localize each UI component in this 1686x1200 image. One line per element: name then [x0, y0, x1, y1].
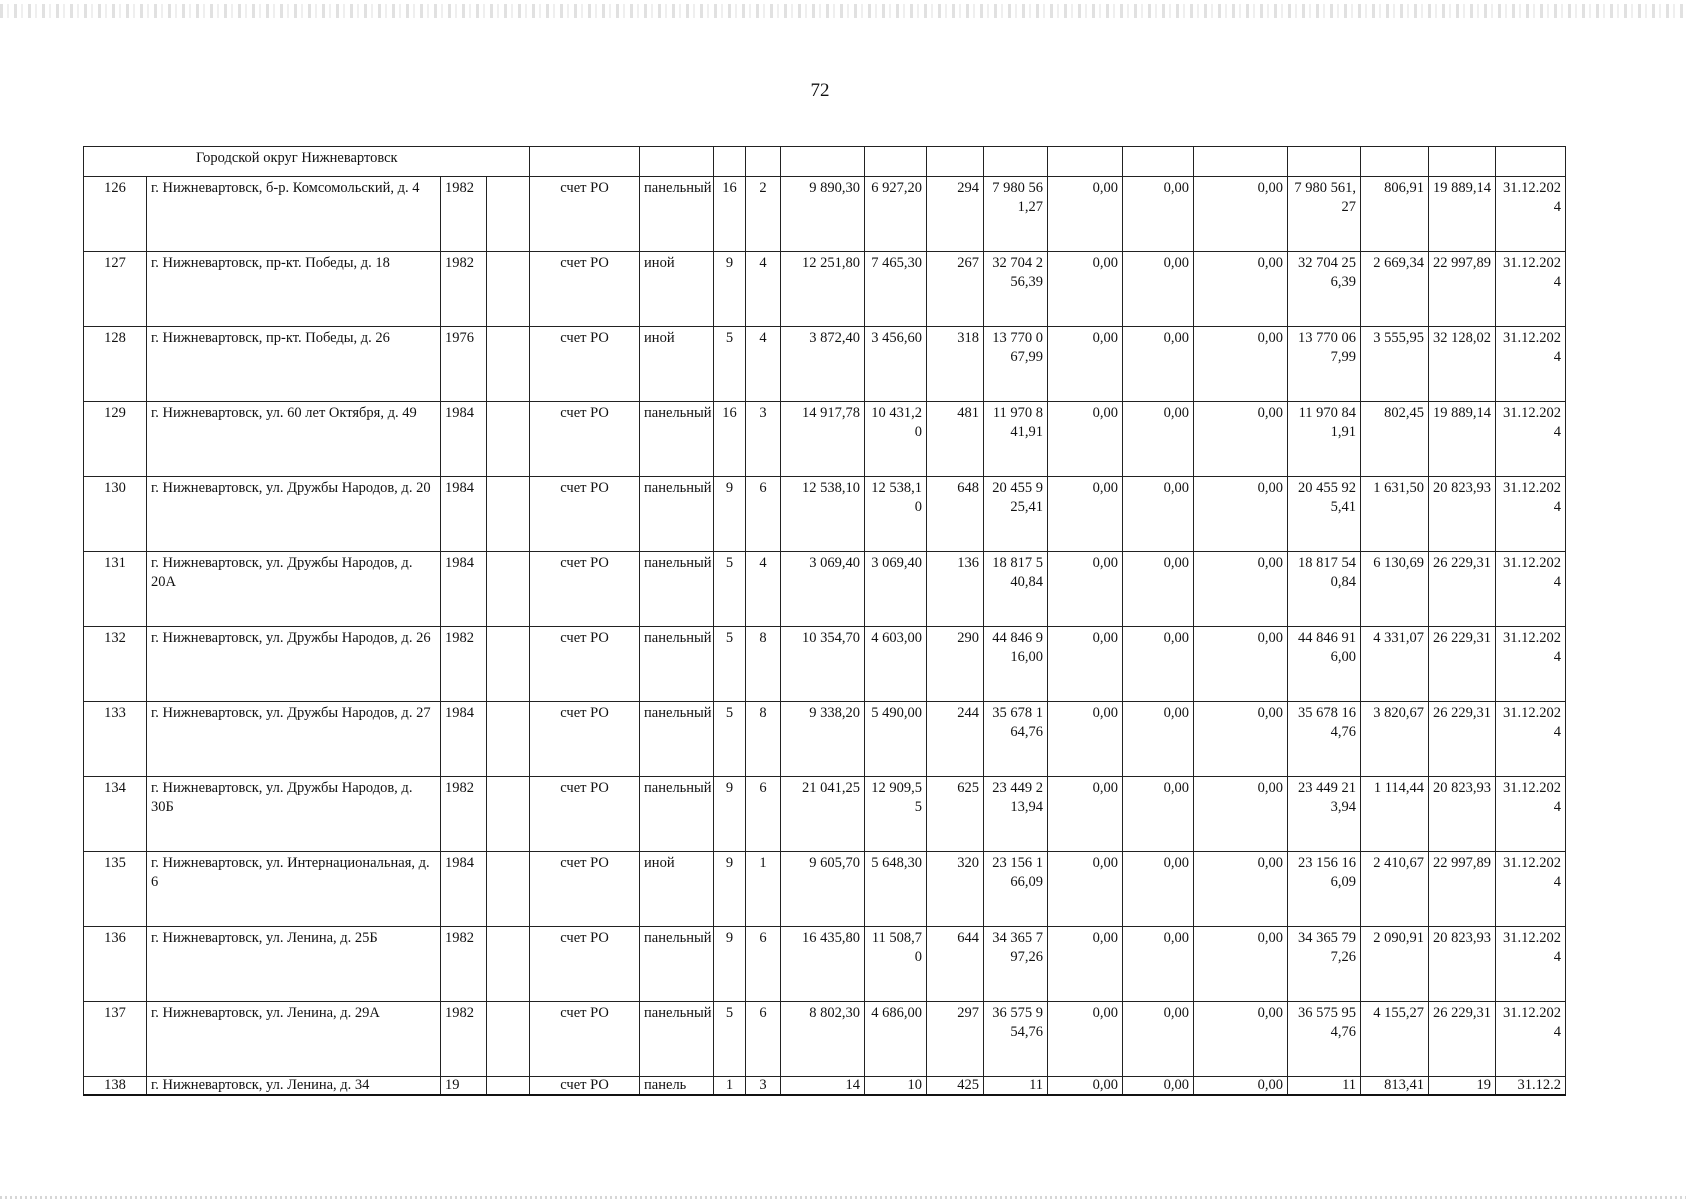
- cost-total-cell: 18 817 540,84: [984, 552, 1048, 627]
- account-cell: счет РО: [530, 477, 640, 552]
- account-cell: счет РО: [530, 927, 640, 1002]
- address-cell: г. Нижневартовск, ул. Ленина, д. 34: [147, 1077, 441, 1095]
- deadline-cell: 31.12.2024: [1496, 777, 1566, 852]
- table-row: [84, 777, 1566, 852]
- deadline-cell: 31.12.2024: [1496, 402, 1566, 477]
- fund-1-cell: 0,00: [1048, 1002, 1123, 1077]
- table-row: [84, 852, 1566, 927]
- empty-cell: [487, 252, 530, 327]
- account-cell: счет РО: [530, 1002, 640, 1077]
- scan-edge-bottom: [0, 1196, 1686, 1199]
- empty-cell: [487, 852, 530, 927]
- area-living-cell: 6 927,20: [865, 177, 927, 252]
- residents-cell: 648: [927, 477, 984, 552]
- max-cost-cell: 19 889,14: [1429, 177, 1496, 252]
- fund-4-cell: 34 365 797,26: [1288, 927, 1361, 1002]
- header-cell: [1048, 147, 1123, 177]
- header-cell: [927, 147, 984, 177]
- address-cell: г. Нижневартовск, ул. Дружбы Народов, д. 27: [147, 702, 441, 777]
- entrances-cell: 3: [746, 1077, 781, 1095]
- fund-1-cell: 0,00: [1048, 252, 1123, 327]
- fund-3-cell: 0,00: [1194, 402, 1288, 477]
- floors-cell: 9: [714, 852, 746, 927]
- table-row: [84, 477, 1566, 552]
- max-cost-cell: 22 997,89: [1429, 852, 1496, 927]
- fund-4-cell: 32 704 256,39: [1288, 252, 1361, 327]
- address-cell: г. Нижневартовск, ул. Дружбы Народов, д. 26: [147, 627, 441, 702]
- fund-4-cell: 23 156 166,09: [1288, 852, 1361, 927]
- table-row: [84, 177, 1566, 252]
- fund-4-cell: 11: [1288, 1077, 1361, 1095]
- account-cell: счет РО: [530, 402, 640, 477]
- wall-material-cell: иной: [640, 852, 714, 927]
- fund-2-cell: 0,00: [1123, 777, 1194, 852]
- fund-1-cell: 0,00: [1048, 402, 1123, 477]
- entrances-cell: 4: [746, 252, 781, 327]
- area-living-cell: 12 538,10: [865, 477, 927, 552]
- fund-3-cell: 0,00: [1194, 852, 1288, 927]
- area-living-cell: 11 508,70: [865, 927, 927, 1002]
- residents-cell: 320: [927, 852, 984, 927]
- floors-cell: 5: [714, 1002, 746, 1077]
- fund-3-cell: 0,00: [1194, 1077, 1288, 1095]
- residents-cell: 481: [927, 402, 984, 477]
- cost-per-sqm-cell: 3 820,67: [1361, 702, 1429, 777]
- entrances-cell: 8: [746, 627, 781, 702]
- residents-cell: 297: [927, 1002, 984, 1077]
- residents-cell: 267: [927, 252, 984, 327]
- fund-1-cell: 0,00: [1048, 327, 1123, 402]
- fund-4-cell: 11 970 841,91: [1288, 402, 1361, 477]
- fund-3-cell: 0,00: [1194, 777, 1288, 852]
- cost-total-cell: 20 455 925,41: [984, 477, 1048, 552]
- floors-cell: 1: [714, 1077, 746, 1095]
- year-cell: 1982: [441, 1002, 487, 1077]
- max-cost-cell: 20 823,93: [1429, 927, 1496, 1002]
- floors-cell: 16: [714, 402, 746, 477]
- empty-cell: [487, 177, 530, 252]
- entrances-cell: 6: [746, 777, 781, 852]
- row-number: 135: [84, 852, 147, 927]
- area-total-cell: 9 338,20: [781, 702, 865, 777]
- fund-4-cell: 23 449 213,94: [1288, 777, 1361, 852]
- table-row-partial: [84, 1077, 1566, 1095]
- table-row: [84, 552, 1566, 627]
- fund-2-cell: 0,00: [1123, 327, 1194, 402]
- max-cost-cell: 20 823,93: [1429, 477, 1496, 552]
- account-cell: счет РО: [530, 1077, 640, 1095]
- area-total-cell: 12 538,10: [781, 477, 865, 552]
- fund-4-cell: 7 980 561,27: [1288, 177, 1361, 252]
- area-total-cell: 8 802,30: [781, 1002, 865, 1077]
- entrances-cell: 2: [746, 177, 781, 252]
- max-cost-cell: 19: [1429, 1077, 1496, 1095]
- fund-1-cell: 0,00: [1048, 927, 1123, 1002]
- floors-cell: 16: [714, 177, 746, 252]
- fund-1-cell: 0,00: [1048, 777, 1123, 852]
- fund-3-cell: 0,00: [1194, 627, 1288, 702]
- fund-3-cell: 0,00: [1194, 927, 1288, 1002]
- header-cell: [781, 147, 865, 177]
- cost-total-cell: 35 678 164,76: [984, 702, 1048, 777]
- area-total-cell: 14 917,78: [781, 402, 865, 477]
- residents-cell: 244: [927, 702, 984, 777]
- cost-per-sqm-cell: 2 410,67: [1361, 852, 1429, 927]
- residents-cell: 625: [927, 777, 984, 852]
- entrances-cell: 3: [746, 402, 781, 477]
- wall-material-cell: иной: [640, 252, 714, 327]
- fund-4-cell: 13 770 067,99: [1288, 327, 1361, 402]
- year-cell: 1984: [441, 852, 487, 927]
- wall-material-cell: панельный: [640, 552, 714, 627]
- deadline-cell: 31.12.2024: [1496, 852, 1566, 927]
- empty-cell: [487, 927, 530, 1002]
- table-row: [84, 927, 1566, 1002]
- max-cost-cell: 22 997,89: [1429, 252, 1496, 327]
- address-cell: г. Нижневартовск, пр-кт. Победы, д. 18: [147, 252, 441, 327]
- fund-3-cell: 0,00: [1194, 1002, 1288, 1077]
- cost-total-cell: 11 970 841,91: [984, 402, 1048, 477]
- area-living-cell: 4 686,00: [865, 1002, 927, 1077]
- fund-4-cell: 36 575 954,76: [1288, 1002, 1361, 1077]
- deadline-cell: 31.12.2024: [1496, 1002, 1566, 1077]
- row-number: 126: [84, 177, 147, 252]
- area-living-cell: 12 909,55: [865, 777, 927, 852]
- account-cell: счет РО: [530, 552, 640, 627]
- deadline-cell: 31.12.2024: [1496, 177, 1566, 252]
- row-number: 127: [84, 252, 147, 327]
- cost-per-sqm-cell: 2 669,34: [1361, 252, 1429, 327]
- header-cell: [530, 147, 640, 177]
- max-cost-cell: 19 889,14: [1429, 402, 1496, 477]
- header-cell: [1288, 147, 1361, 177]
- fund-1-cell: 0,00: [1048, 702, 1123, 777]
- address-cell: г. Нижневартовск, ул. 60 лет Октября, д. 49: [147, 402, 441, 477]
- account-cell: счет РО: [530, 627, 640, 702]
- table-row: [84, 627, 1566, 702]
- area-total-cell: 21 041,25: [781, 777, 865, 852]
- fund-4-cell: 35 678 164,76: [1288, 702, 1361, 777]
- cost-total-cell: 13 770 067,99: [984, 327, 1048, 402]
- wall-material-cell: панельный: [640, 702, 714, 777]
- row-number: 134: [84, 777, 147, 852]
- year-cell: 1982: [441, 252, 487, 327]
- table-row: [84, 402, 1566, 477]
- address-cell: г. Нижневартовск, ул. Дружбы Народов, д. 30Б: [147, 777, 441, 852]
- max-cost-cell: 32 128,02: [1429, 327, 1496, 402]
- area-living-cell: 3 069,40: [865, 552, 927, 627]
- area-total-cell: 12 251,80: [781, 252, 865, 327]
- area-living-cell: 7 465,30: [865, 252, 927, 327]
- fund-2-cell: 0,00: [1123, 627, 1194, 702]
- fund-2-cell: 0,00: [1123, 402, 1194, 477]
- entrances-cell: 4: [746, 552, 781, 627]
- cost-total-cell: 23 156 166,09: [984, 852, 1048, 927]
- cost-per-sqm-cell: 4 155,27: [1361, 1002, 1429, 1077]
- table-body: [84, 147, 1566, 1095]
- year-cell: 19: [441, 1077, 487, 1095]
- account-cell: счет РО: [530, 327, 640, 402]
- fund-2-cell: 0,00: [1123, 1002, 1194, 1077]
- entrances-cell: 6: [746, 927, 781, 1002]
- page-number: 72: [810, 80, 830, 101]
- area-living-cell: 10: [865, 1077, 927, 1095]
- address-cell: г. Нижневартовск, пр-кт. Победы, д. 26: [147, 327, 441, 402]
- section-title: Городской округ Нижневартовск: [84, 147, 530, 177]
- empty-cell: [487, 777, 530, 852]
- fund-1-cell: 0,00: [1048, 552, 1123, 627]
- account-cell: счет РО: [530, 777, 640, 852]
- fund-3-cell: 0,00: [1194, 477, 1288, 552]
- row-number: 138: [84, 1077, 147, 1095]
- fund-3-cell: 0,00: [1194, 552, 1288, 627]
- header-cell: [640, 147, 714, 177]
- area-total-cell: 10 354,70: [781, 627, 865, 702]
- fund-3-cell: 0,00: [1194, 177, 1288, 252]
- header-cell: [1429, 147, 1496, 177]
- wall-material-cell: панельный: [640, 777, 714, 852]
- empty-cell: [487, 1077, 530, 1095]
- header-cell: [1361, 147, 1429, 177]
- fund-3-cell: 0,00: [1194, 702, 1288, 777]
- area-total-cell: 16 435,80: [781, 927, 865, 1002]
- address-cell: г. Нижневартовск, ул. Ленина, д. 29А: [147, 1002, 441, 1077]
- header-cell: [1123, 147, 1194, 177]
- fund-4-cell: 18 817 540,84: [1288, 552, 1361, 627]
- address-cell: г. Нижневартовск, б-р. Комсомольский, д. 4: [147, 177, 441, 252]
- residents-cell: 425: [927, 1077, 984, 1095]
- cost-per-sqm-cell: 1 631,50: [1361, 477, 1429, 552]
- fund-1-cell: 0,00: [1048, 177, 1123, 252]
- row-number: 129: [84, 402, 147, 477]
- header-cell: [746, 147, 781, 177]
- floors-cell: 5: [714, 327, 746, 402]
- cost-per-sqm-cell: 4 331,07: [1361, 627, 1429, 702]
- year-cell: 1984: [441, 477, 487, 552]
- cost-total-cell: 23 449 213,94: [984, 777, 1048, 852]
- fund-1-cell: 0,00: [1048, 1077, 1123, 1095]
- floors-cell: 5: [714, 627, 746, 702]
- fund-2-cell: 0,00: [1123, 177, 1194, 252]
- empty-cell: [487, 327, 530, 402]
- fund-3-cell: 0,00: [1194, 252, 1288, 327]
- scan-edge-top: [0, 4, 1686, 18]
- empty-cell: [487, 702, 530, 777]
- floors-cell: 9: [714, 252, 746, 327]
- account-cell: счет РО: [530, 252, 640, 327]
- table-row: [84, 702, 1566, 777]
- entrances-cell: 6: [746, 1002, 781, 1077]
- area-total-cell: 3 069,40: [781, 552, 865, 627]
- cost-per-sqm-cell: 2 090,91: [1361, 927, 1429, 1002]
- wall-material-cell: панель: [640, 1077, 714, 1095]
- deadline-cell: 31.12.2024: [1496, 477, 1566, 552]
- cost-per-sqm-cell: 3 555,95: [1361, 327, 1429, 402]
- account-cell: счет РО: [530, 177, 640, 252]
- area-living-cell: 5 648,30: [865, 852, 927, 927]
- area-total-cell: 9 890,30: [781, 177, 865, 252]
- fund-4-cell: 20 455 925,41: [1288, 477, 1361, 552]
- deadline-cell: 31.12.2024: [1496, 552, 1566, 627]
- address-cell: г. Нижневартовск, ул. Дружбы Народов, д. 20: [147, 477, 441, 552]
- header-cell: [714, 147, 746, 177]
- deadline-cell: 31.12.2: [1496, 1077, 1566, 1095]
- floors-cell: 9: [714, 927, 746, 1002]
- empty-cell: [487, 402, 530, 477]
- wall-material-cell: панельный: [640, 177, 714, 252]
- year-cell: 1982: [441, 777, 487, 852]
- area-total-cell: 9 605,70: [781, 852, 865, 927]
- area-living-cell: 5 490,00: [865, 702, 927, 777]
- wall-material-cell: иной: [640, 327, 714, 402]
- deadline-cell: 31.12.2024: [1496, 252, 1566, 327]
- empty-cell: [487, 477, 530, 552]
- entrances-cell: 4: [746, 327, 781, 402]
- deadline-cell: 31.12.2024: [1496, 927, 1566, 1002]
- year-cell: 1984: [441, 402, 487, 477]
- fund-2-cell: 0,00: [1123, 702, 1194, 777]
- fund-2-cell: 0,00: [1123, 477, 1194, 552]
- wall-material-cell: панельный: [640, 627, 714, 702]
- area-living-cell: 3 456,60: [865, 327, 927, 402]
- fund-1-cell: 0,00: [1048, 477, 1123, 552]
- address-cell: г. Нижневартовск, ул. Ленина, д. 25Б: [147, 927, 441, 1002]
- cost-per-sqm-cell: 1 114,44: [1361, 777, 1429, 852]
- area-total-cell: 14: [781, 1077, 865, 1095]
- fund-4-cell: 44 846 916,00: [1288, 627, 1361, 702]
- fund-2-cell: 0,00: [1123, 1077, 1194, 1095]
- row-number: 130: [84, 477, 147, 552]
- table-row: [84, 1002, 1566, 1077]
- empty-cell: [487, 1002, 530, 1077]
- wall-material-cell: панельный: [640, 477, 714, 552]
- fund-1-cell: 0,00: [1048, 852, 1123, 927]
- max-cost-cell: 26 229,31: [1429, 627, 1496, 702]
- cost-total-cell: 34 365 797,26: [984, 927, 1048, 1002]
- row-number: 131: [84, 552, 147, 627]
- residents-cell: 290: [927, 627, 984, 702]
- cost-total-cell: 32 704 256,39: [984, 252, 1048, 327]
- year-cell: 1984: [441, 552, 487, 627]
- year-cell: 1984: [441, 702, 487, 777]
- cost-total-cell: 11: [984, 1077, 1048, 1095]
- header-cell: [984, 147, 1048, 177]
- empty-cell: [487, 552, 530, 627]
- address-cell: г. Нижневартовск, ул. Интернациональная, д. 6: [147, 852, 441, 927]
- max-cost-cell: 26 229,31: [1429, 552, 1496, 627]
- fund-2-cell: 0,00: [1123, 927, 1194, 1002]
- cost-per-sqm-cell: 806,91: [1361, 177, 1429, 252]
- fund-2-cell: 0,00: [1123, 852, 1194, 927]
- fund-2-cell: 0,00: [1123, 252, 1194, 327]
- cost-per-sqm-cell: 802,45: [1361, 402, 1429, 477]
- row-number: 132: [84, 627, 147, 702]
- cost-per-sqm-cell: 6 130,69: [1361, 552, 1429, 627]
- cost-total-cell: 7 980 561,27: [984, 177, 1048, 252]
- account-cell: счет РО: [530, 852, 640, 927]
- area-living-cell: 10 431,20: [865, 402, 927, 477]
- fund-2-cell: 0,00: [1123, 552, 1194, 627]
- table-row: [84, 252, 1566, 327]
- fund-3-cell: 0,00: [1194, 327, 1288, 402]
- row-number: 128: [84, 327, 147, 402]
- floors-cell: 9: [714, 777, 746, 852]
- header-cell: [1496, 147, 1566, 177]
- empty-cell: [487, 627, 530, 702]
- residents-cell: 294: [927, 177, 984, 252]
- wall-material-cell: панельный: [640, 402, 714, 477]
- section-header-row: [84, 147, 1566, 177]
- entrances-cell: 6: [746, 477, 781, 552]
- floors-cell: 5: [714, 702, 746, 777]
- year-cell: 1982: [441, 627, 487, 702]
- area-total-cell: 3 872,40: [781, 327, 865, 402]
- deadline-cell: 31.12.2024: [1496, 327, 1566, 402]
- header-cell: [865, 147, 927, 177]
- account-cell: счет РО: [530, 702, 640, 777]
- cost-total-cell: 44 846 916,00: [984, 627, 1048, 702]
- row-number: 137: [84, 1002, 147, 1077]
- row-number: 133: [84, 702, 147, 777]
- table-row: [84, 327, 1566, 402]
- year-cell: 1982: [441, 177, 487, 252]
- address-cell: г. Нижневартовск, ул. Дружбы Народов, д. 20А: [147, 552, 441, 627]
- max-cost-cell: 26 229,31: [1429, 1002, 1496, 1077]
- year-cell: 1982: [441, 927, 487, 1002]
- entrances-cell: 1: [746, 852, 781, 927]
- cost-total-cell: 36 575 954,76: [984, 1002, 1048, 1077]
- fund-1-cell: 0,00: [1048, 627, 1123, 702]
- deadline-cell: 31.12.2024: [1496, 627, 1566, 702]
- residents-cell: 318: [927, 327, 984, 402]
- residents-cell: 644: [927, 927, 984, 1002]
- cost-per-sqm-cell: 813,41: [1361, 1077, 1429, 1095]
- max-cost-cell: 26 229,31: [1429, 702, 1496, 777]
- residents-cell: 136: [927, 552, 984, 627]
- max-cost-cell: 20 823,93: [1429, 777, 1496, 852]
- header-cell: [1194, 147, 1288, 177]
- floors-cell: 5: [714, 552, 746, 627]
- deadline-cell: 31.12.2024: [1496, 702, 1566, 777]
- entrances-cell: 8: [746, 702, 781, 777]
- capital-repair-table: [83, 146, 1566, 1096]
- wall-material-cell: панельный: [640, 927, 714, 1002]
- floors-cell: 9: [714, 477, 746, 552]
- year-cell: 1976: [441, 327, 487, 402]
- row-number: 136: [84, 927, 147, 1002]
- area-living-cell: 4 603,00: [865, 627, 927, 702]
- wall-material-cell: панельный: [640, 1002, 714, 1077]
